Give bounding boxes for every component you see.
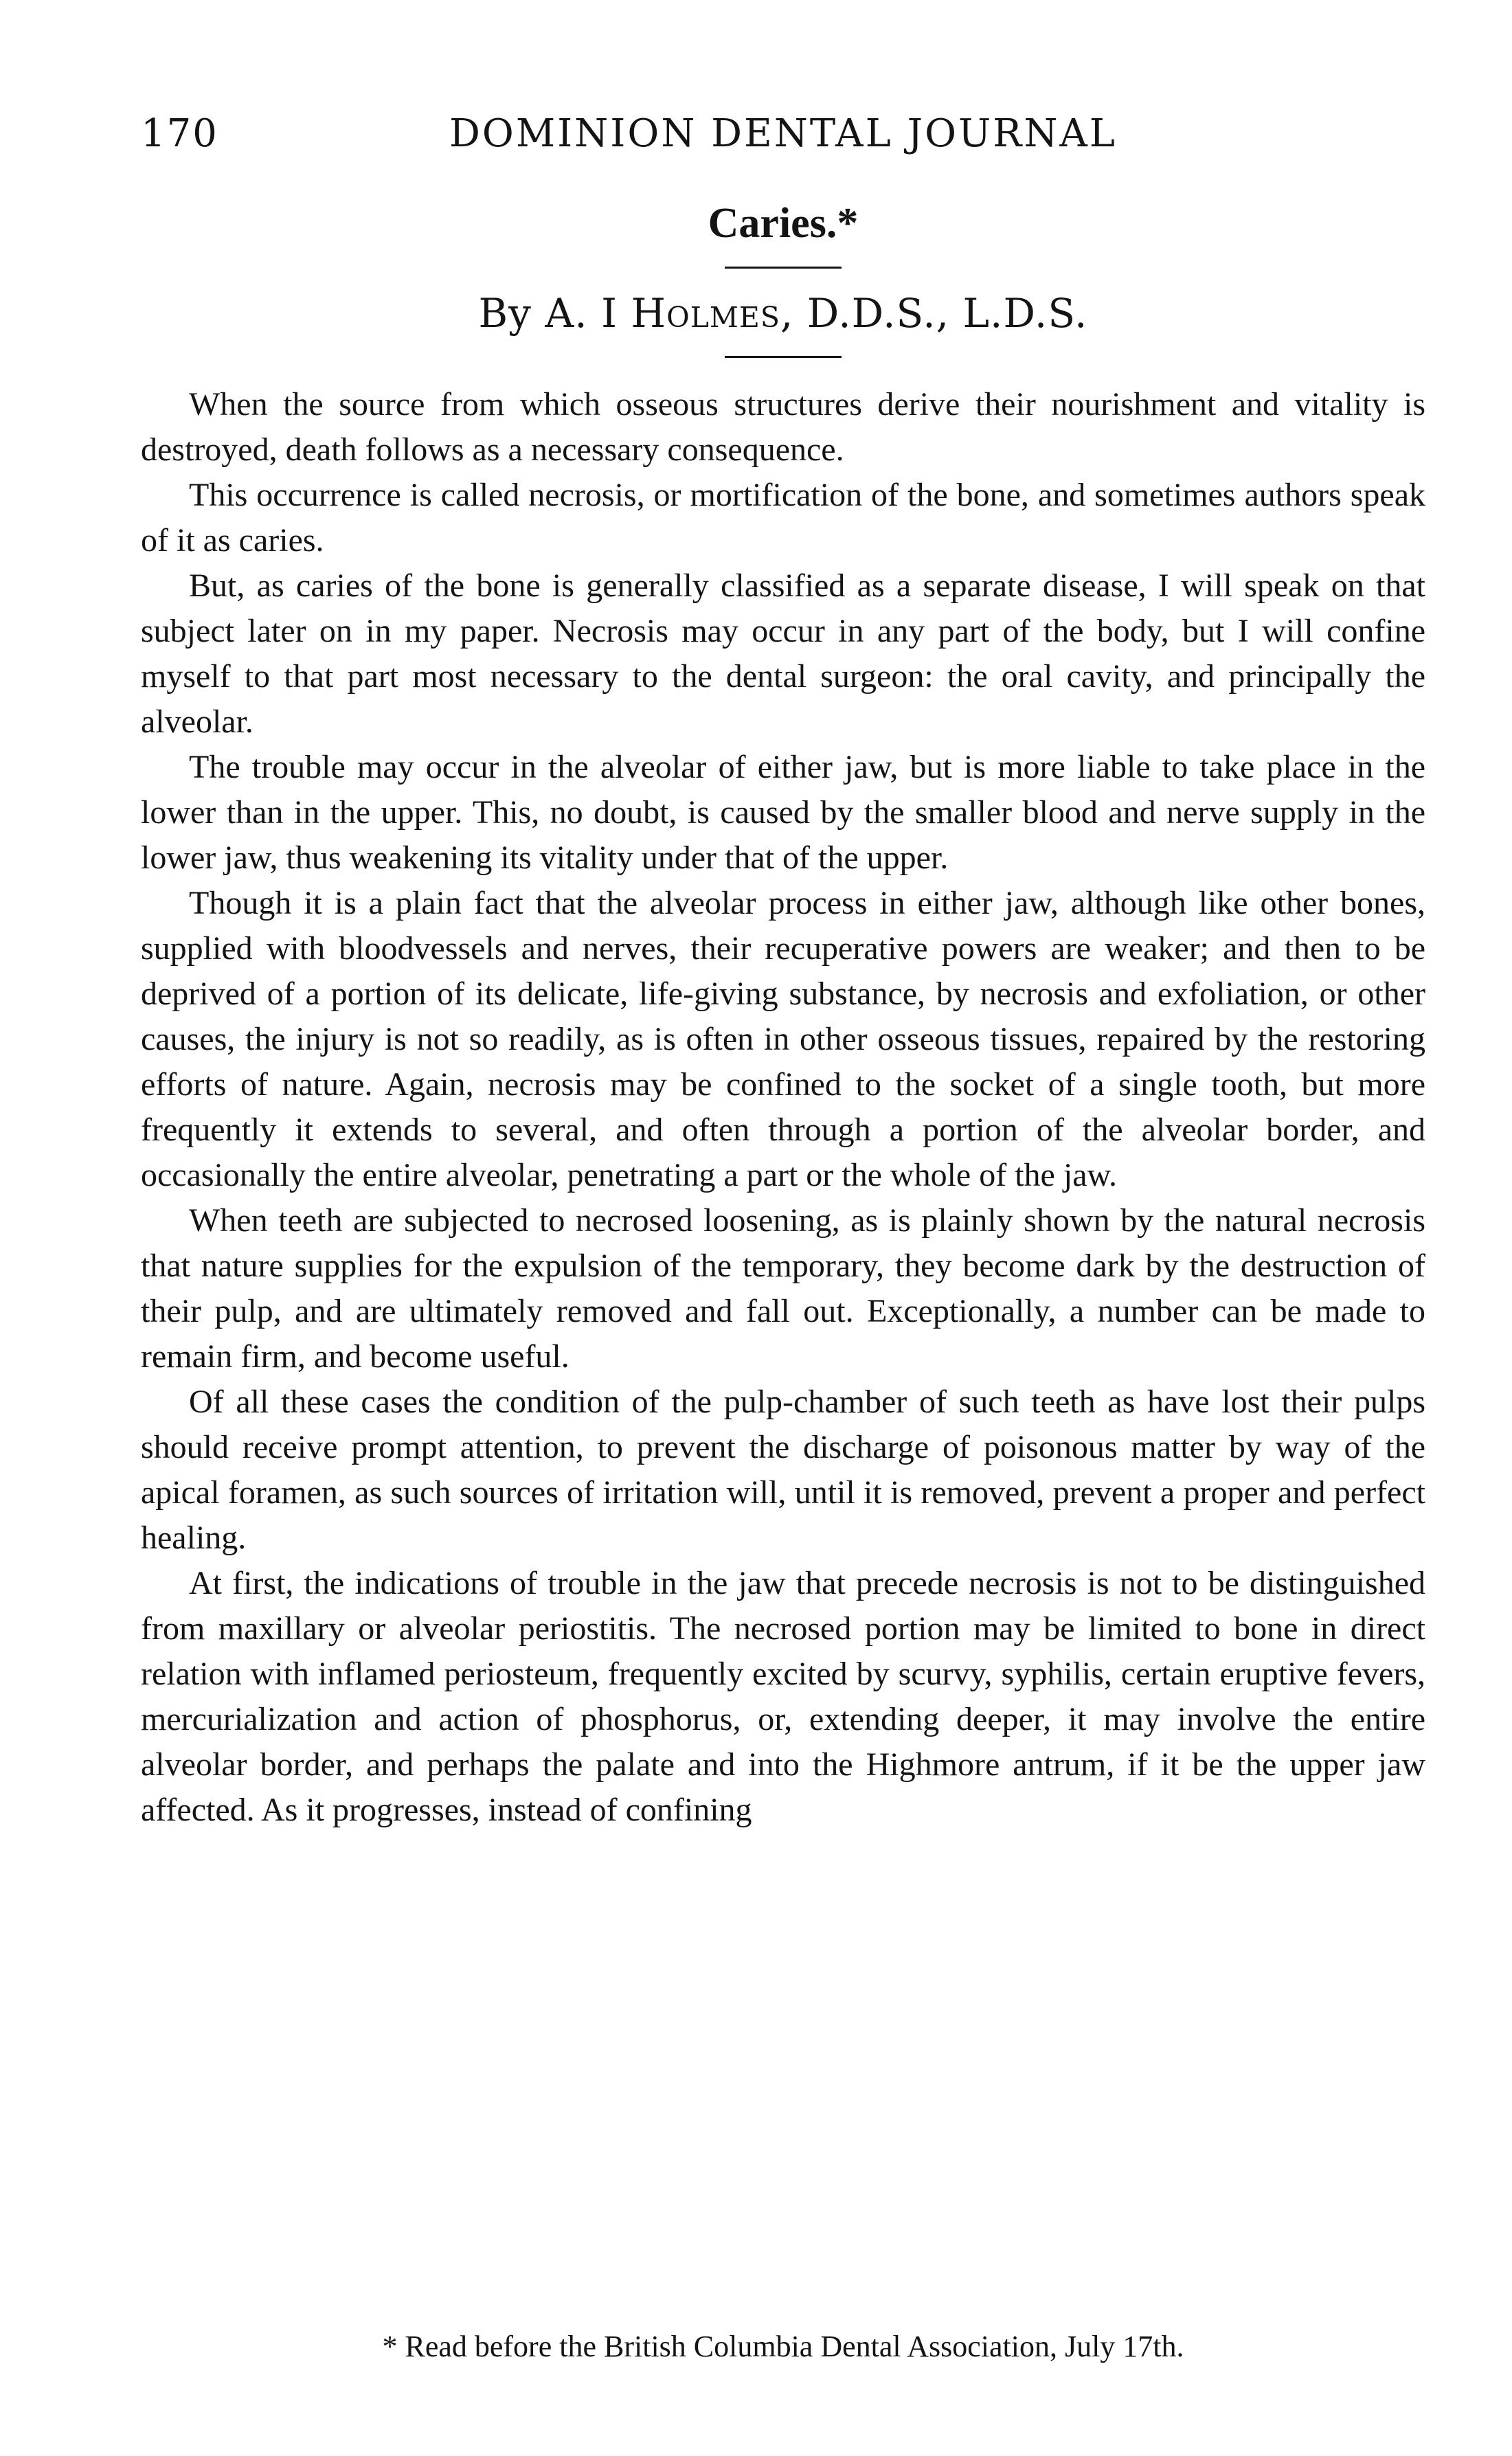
running-head [141, 111, 1425, 166]
byline-prefix: By A. [478, 290, 602, 337]
journal-title: DOMINION DENTAL JOURNAL [449, 111, 1117, 156]
article-title: Caries.* [708, 200, 859, 247]
page-number: 170 [141, 111, 218, 156]
paragraph: This occurrence is called necrosis, or mortification of the bone, and sometimes authors speak of it as caries. [141, 477, 1425, 559]
footnote: * Read before the British Columbia Dental Association, July 17th. [382, 2330, 1184, 2363]
byline [141, 290, 1425, 337]
paragraph: When teeth are subjected to necrosed loosening, as is plainly shown by the natural necrosis that nature supplies for the expulsion of the temporary, they become dark by the destruction of their pulp, and are ultimately removed and fall out. Exceptionally, a number can be made to remain firm, and become useful. [141, 1202, 1425, 1375]
paragraph: The trouble may occur in the alveolar of either jaw, but is more liable to take place in the lower than in the upper. This, no doubt, is caused by the smaller blood and nerve supply in the lower jaw, thus weakening its vitality under that of the upper. [141, 749, 1425, 876]
byline-initial: I [601, 290, 618, 337]
journal-page [141, 0, 1425, 2456]
title-rule [725, 267, 842, 269]
byline-rule [725, 356, 842, 358]
paragraph: When the source from which osseous structures derive their nourishment and vitality is destroyed, death follows as a necessary consequence. [141, 386, 1425, 468]
paragraph: But, as caries of the bone is generally classified as a separate disease, I will speak on that subject later on in my paper. Necrosis may occur in any part of the body, but I will confine myself to that part most necessary to the dental surgeon: the oral cavity, and principally the alveolar. [141, 567, 1425, 740]
paragraph: Though it is a plain fact that the alveolar process in either jaw, although like other bones, supplied with bloodvessels and nerves, their recuperative powers are weaker; and then to be deprived of a portion of its delicate, life-giving substance, by necrosis and exfoliation, or other causes, the injury is not so readily, as is often in other osseous tissues, repaired by the restoring efforts of nature. Again, necrosis may be confined to the socket of a single tooth, but more frequently it extends to several, and often through a portion of the alveolar border, and occasionally the entire alveolar, penetrating a part or the whole of the jaw. [141, 885, 1425, 1193]
paragraph: At first, the indications of trouble in the jaw that precede necrosis is not to be distinguished from maxillary or alveolar periostitis. The necrosed portion may be limited to bone in direct relation with inflamed periosteum, frequently excited by scurvy, syphilis, certain eruptive fevers, mercurialization and action of phosphorus, or, extending deeper, it may involve the entire alveolar border, and perhaps the palate and into the Highmore antrum, if it be the upper jaw affected. As it progresses, instead of confining [141, 1565, 1425, 1828]
article-body [141, 382, 1425, 1833]
paragraph: Of all these cases the condition of the pulp-chamber of such teeth as have lost their pulps should receive prompt attention, to prevent the discharge of poisonous matter by way of the apical foramen, as such sources of irritation will, until it is removed, prevent a proper and perfect healing. [141, 1384, 1425, 1556]
byline-name: Holmes, D.D.S., L.D.S. [618, 290, 1088, 337]
